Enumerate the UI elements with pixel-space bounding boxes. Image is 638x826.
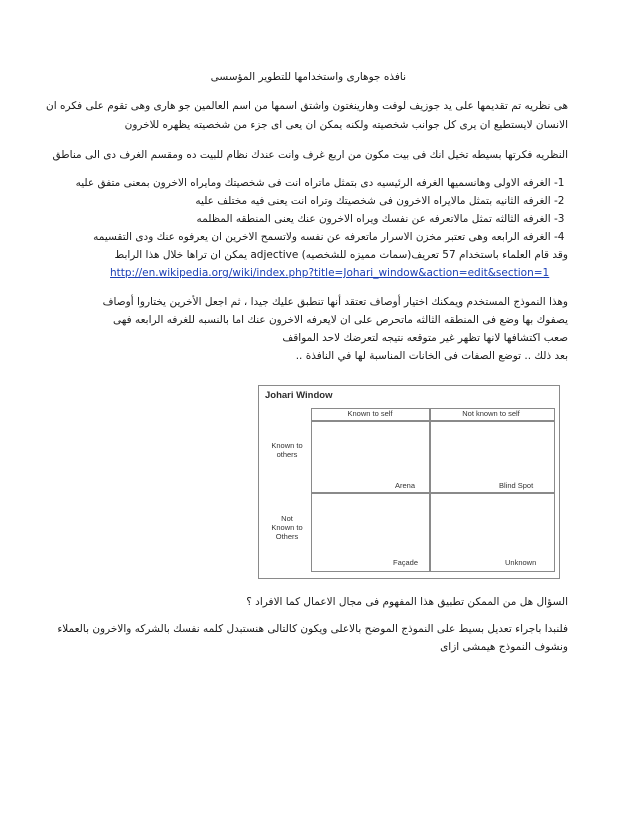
figure-title: Johari Window bbox=[265, 390, 333, 401]
room-text: الغرفه الرابعه وهی تعتبر مخزن الاسرار ماتعرفه عن نفسه ولاتسمح الاخرین ان یعرفوه عنك ودی التقسیمه bbox=[93, 231, 551, 243]
model-line-4: بعد ذلك .. توضع الصفات فی الخانات المناسبة لها في النافذة .. bbox=[295, 350, 568, 362]
label-arena: Arena bbox=[395, 481, 416, 490]
quadrant-blind-spot bbox=[429, 420, 555, 494]
closing-line-1: فلنبدا باجراء تعدیل بسیط علی النموذج الموضح بالاعلی ویکون کالتالی هنستبدل کلمه نفسك بالشرکه والاخرون بالعملاء bbox=[57, 623, 568, 635]
model-line-1: وهذا النموذج المستخدم ویمکنك اختیار أوصاف تعتقد أنها تنطبق علیك جیدا ، ثم اجعل الأخرین یختاروا أوصاف bbox=[102, 296, 568, 308]
room-text: الغرفه الثانیه بتمثل مالایراه الاخرون فی شخصیتك وتراه انت یعنی فیه مختلف علیه bbox=[195, 195, 551, 207]
wikipedia-link[interactable]: http://en.wikipedia.org/wiki/index.php?title=Johari_window&action=edit&section=1 bbox=[110, 267, 550, 279]
room-number: -4 bbox=[554, 231, 565, 243]
model-line-3: صعب اکتشافها لانها تظهر غیر متوقعه نتیجه لتعرضك لاحد المواقف bbox=[282, 332, 568, 344]
theory-paragraph: النظریه فکرتها بسیطه تخیل انك فی بیت مکون من اربع غرف وانت عندك نظام للبیت ده ومقسم الغرف دی الی مناطق bbox=[52, 149, 568, 161]
label-unknown: Unknown bbox=[505, 558, 537, 567]
document-title: نافذه جوهاری واستخدامها للتطویر المؤسسی bbox=[210, 71, 406, 83]
question-line: السؤال هل من الممکن تطبیق هذا المفهوم فی مجال الاعمال کما الافراد ؟ bbox=[246, 596, 568, 608]
scientists-line: وقد قام العلماء باستخدام 57 تعریف(سمات ممیزه للشخصیه) adjective یمکن ان تراها خلال هذا الرابط bbox=[114, 249, 568, 261]
intro-line-2: الانسان لایستطیع ان یری کل جوانب شخصیته ولکنه یمکن ان یعی ای جزء من شخصیته یظهره للاخرون bbox=[124, 119, 568, 131]
room-number: -1 bbox=[554, 177, 565, 189]
row-header-not-known: Not Known to Others bbox=[271, 514, 303, 541]
room-number: -2 bbox=[554, 195, 565, 207]
label-blind-spot: Blind Spot bbox=[499, 481, 534, 490]
room-text: الغرفه الاولی وهانسمیها الغرفه الرئیسیه دی بتمثل ماتراه انت فی شخصیتك ومایراه الاخرون بمعنی متفق علیه bbox=[75, 177, 551, 189]
johari-window-figure bbox=[258, 385, 560, 579]
col-header-unknown: Not known to self bbox=[462, 409, 520, 418]
room-text: الغرفه الثالثه تمثل مالاتعرفه عن نفسك ویراه الاخرون عنك یعنی المنطقه المظلمه bbox=[196, 213, 551, 225]
room-number: -3 bbox=[554, 213, 565, 225]
room-item-1 bbox=[76, 176, 568, 190]
room-item-4 bbox=[93, 230, 568, 244]
model-line-2: یصفوك بها وضع فی المنطقه الثالثه ماتحرص علی ان لایعرفه الاخرون عنك اما بالنسبه للغرفه الرابعه فهی bbox=[113, 314, 568, 326]
label-facade: Façade bbox=[393, 558, 419, 567]
room-item-2 bbox=[195, 194, 568, 208]
room-item-3 bbox=[197, 212, 568, 226]
closing-line-2: ونشوف النموذج هیمشی ازای bbox=[440, 641, 568, 653]
row-header-known: Known to others bbox=[271, 441, 303, 459]
col-header-known: Known to self bbox=[347, 409, 393, 418]
intro-line-1: هی نظریه تم تقدیمها علی ید جوزیف لوفت وهارینغتون واشتق اسمها من اسم العالمین جو هاری وهی تقوم علی فکره ان bbox=[46, 100, 568, 112]
